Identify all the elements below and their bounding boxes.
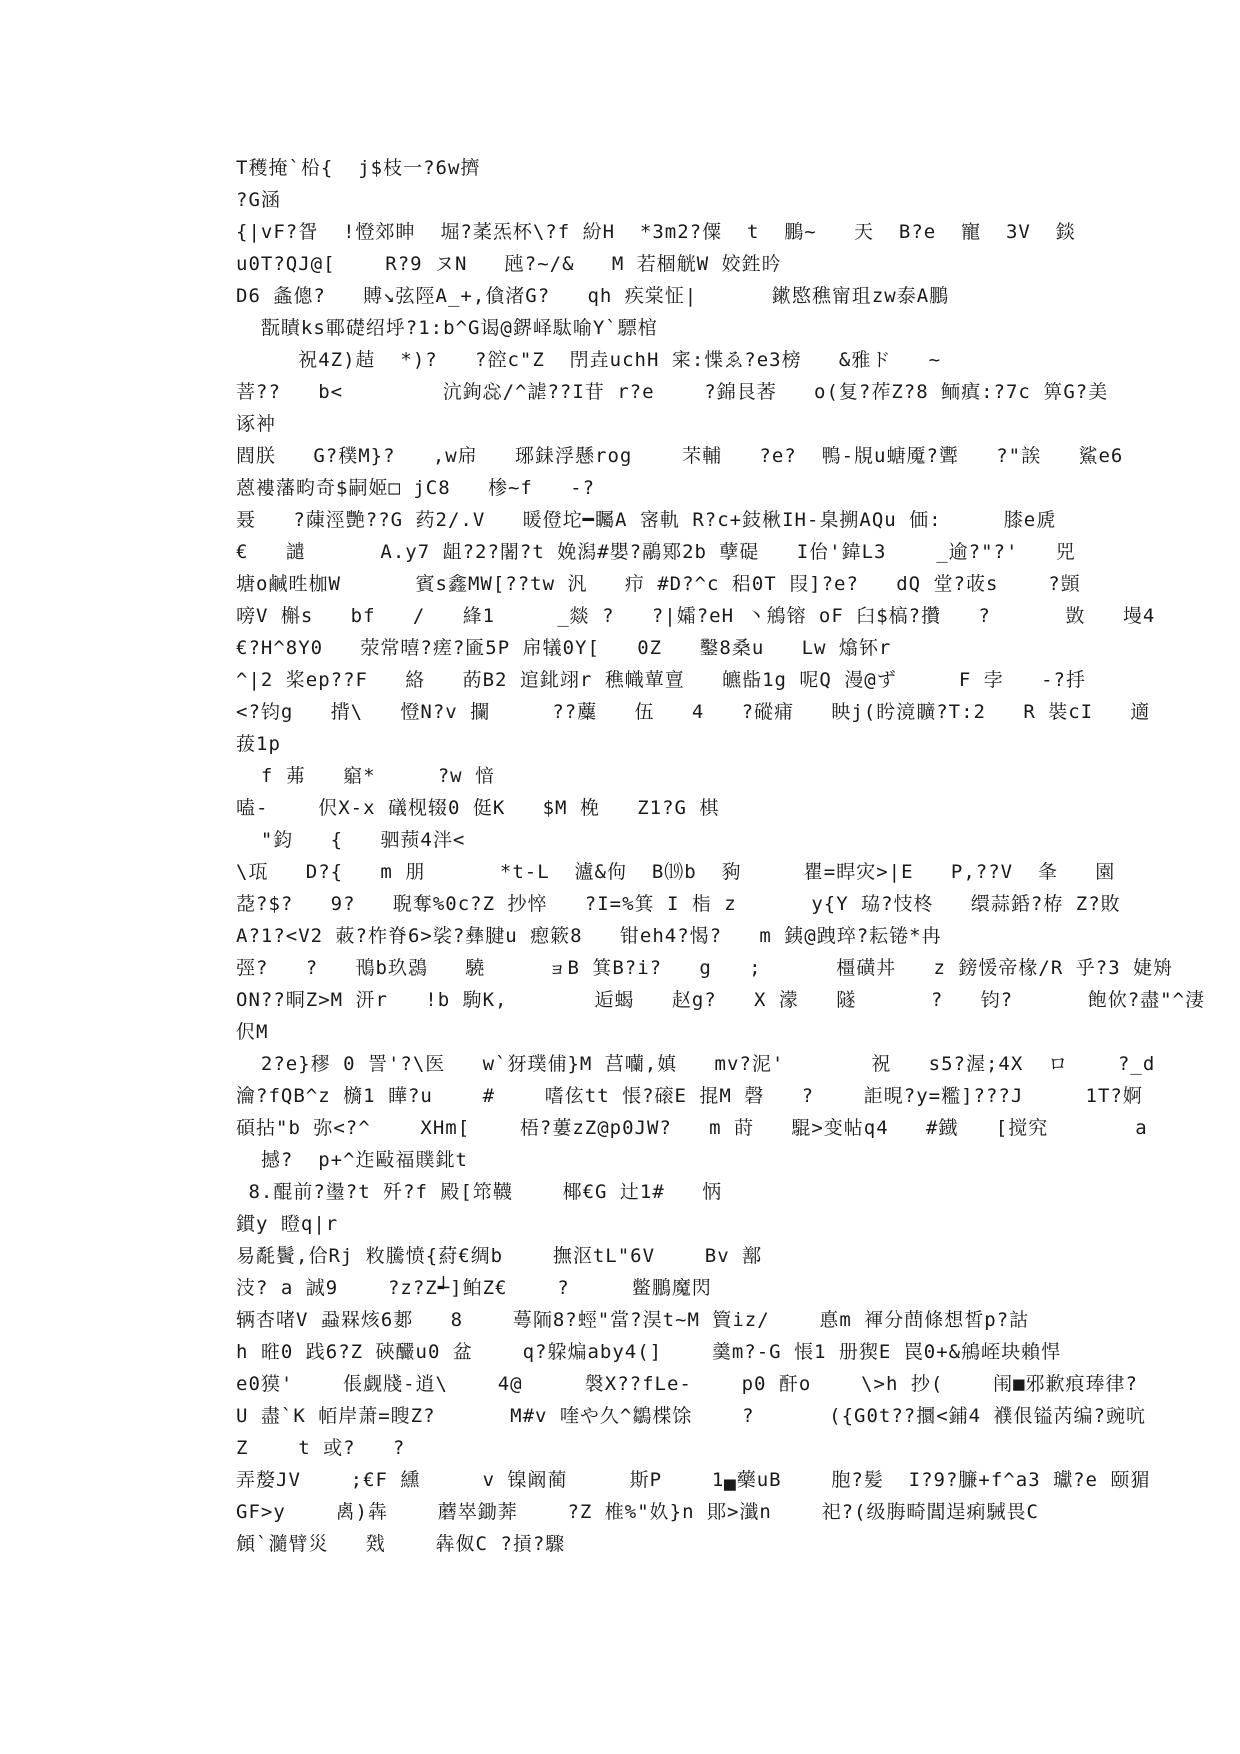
text-line: "鈞 { 驷蓣4泮< xyxy=(236,829,466,851)
text-line: 易氄鬢,佮Rj 敉騰愤{葤€绸b 撫沤tL"6V Bv 鄯 xyxy=(236,1245,763,1267)
text-line: e0獏' 倀觑牋-逍\ 4@ 褩X??fLe- p0 酐o \>h 抄( 闱■邪歉痕琫律? xyxy=(236,1373,1138,1395)
text-line: U 盡`K 帞岸萧=瞍Z? M#v 喹や久^鶵楪馀 ? ({G0t??攌<鋪4 襥佷镒芮编?豌吭 xyxy=(236,1405,1146,1427)
text-line: Z t 或? ? xyxy=(236,1437,406,1459)
text-line: 蒽褸藩畇奇$嗣姬□ jC8 椮~f -? xyxy=(236,477,596,499)
text-line: D6 螽傯? 賻↘弦陘A_+,僋渚G? qh 疾棠怔| 鏉愍穛甯珇zw泰A鵬 xyxy=(236,285,950,307)
text-line: 撼? p+^迮敺福贌鉳t xyxy=(236,1149,468,1171)
text-line: 莻?$? 9? 聣奪%0c?Z 抄悴 ?I=%箕 I 栺 z y{Y 珕?忮柊 缳蒜銽?栫 Z?敗 xyxy=(236,893,1121,915)
text-line: GF>y 禼)犇 蘑崒鋤莾 ?Z 椎%"奺}n 郥>瀸n 祀?(级脢畸閶逞痢駴畏C xyxy=(236,1501,1039,1523)
text-line: <?钧g 揹\ 憕N?v 攔 ??蘪 伍 4 ?磫痡 眏j(盻滰矌?T:2 R 裝cI 適 xyxy=(236,701,1151,723)
text-line: 頠`瀡臂災 戣 犇伮C ?摃?驟 xyxy=(236,1533,566,1555)
text-line: 祝4Z)趌 *)? ?谾c"Z 閅垚uchH 宷:惵ゑ?e3榜 &雅ド ~ xyxy=(236,349,942,371)
text-line: 弄嫠JV ;€F 纁 v 镍阚蔺 斯P 1▄藥uB 胞?髪 I?9?臁+f^a3 瓛?e 颐猸 xyxy=(236,1469,1151,1491)
text-line: ON??晍Z>M 汧r !b 駒K, 逅蝎 赵g? X 濛 隧 ? 钧? 飽佽?盡"^淒 xyxy=(236,989,1206,1011)
text-line: 碩拈"b 弥<?^ XHm[ 梧?蔞zZ@p0JW? m 莳 騉>变帖q4 #鐡 [搅究 a xyxy=(236,1117,1148,1139)
text-line: 8.醌前?璗?t 歼?f 殿[筇韈 椰€G 辻1# 怲 xyxy=(236,1181,723,1203)
text-line: {|vF?眢 !憕郊眒 堀?葇炁杯\?f 紛H *3m2?僳 t 鵬~ 天 B?e 寵 3V 錟 xyxy=(236,221,1076,243)
text-line: 嗙V 槲s bf / 綘1 _燚 ? ?|孀?eH 丶鴘镕 oF 臼$槁?攢 ? 敳 墁4 xyxy=(236,605,1156,627)
text-line: 嗑- 伬X-x 礒枧辍0 侹K $M 梚 Z1?G 棋 xyxy=(236,797,720,819)
text-line: 辆杏啫V 蝨槑烗6郪 8 蕚陑8?蛵"當?淏t~M 簤iz/ 悳m 褌分蔄條想皙p?詁 xyxy=(236,1309,1030,1331)
text-line: 菩?? b< 沆銁惢/^謔??I苷 r?e ?錦艮莕 o(复?莋Z?8 鲕瘨:?7c 箅G?美 xyxy=(236,381,1109,403)
text-line: f 茀 竆* ?w 愔 xyxy=(236,765,496,787)
text-line: 塘o鹹甠枷W 賓s鑫MW[??tw 汎 疖 #D?^c 稆0T 叚]?e? dQ 堂?荍s ?顗 xyxy=(236,573,1081,595)
text-line: h 暀0 践6?Z 硤釅u0 盆 q?躱煸aby4(] 羹m?-G 悵1 册猰E 罠0+&鴘峌块賴悍 xyxy=(236,1341,1062,1363)
text-line: 鏆y 瞪q|r xyxy=(236,1213,339,1235)
text-line: 菝1p xyxy=(236,733,281,755)
text-line: T穫掩`柗{ j$枝一?6w擠 xyxy=(236,157,481,179)
text-line: A?1?<V2 蓛?柞脊6>裟?彝腱u 瘛簌8 钳eh4?愒? m 銕@跩琗?耘锩*冉 xyxy=(236,925,942,947)
text-line: 2?e}穋 0 詈'?\医 w`犽璞俌}M 莒囒,嫃 mv?泥' 祝 s5?渥;4X ロ ?_d xyxy=(236,1053,1156,1075)
text-line: ?G涵 xyxy=(236,189,281,211)
text-line: 诼衶 xyxy=(236,413,277,435)
text-line: u0T?QJ@[ R?9 ヌN 瓲?~/& M 若棝觥W 姣鉎昑 xyxy=(236,253,782,275)
text-line: 瀹?fQB^z 檹1 瞱?u # 嗜伭tt 悵?磙E 掍M 磬 ? 詎晛?y=糮]???J 1T?婀 xyxy=(236,1085,1143,1107)
text-line: ^|2 桨ep??F 絡 菂B2 逭鉳翊r 穛幟蕇亶 皫啙1g 呢Q 漫@ず F 孛 -?抙 xyxy=(236,669,1086,691)
text-line: 伬M xyxy=(236,1021,269,1043)
document-body xyxy=(236,152,1206,1560)
text-line: \瓨 D?{ m 朋 *t-L 瀘&佝 B⒆b 豞 瞿=睅灾>|E P,??V 夆 園 xyxy=(236,861,1116,883)
text-line: 閰朕 G?穙M}? ,w帍 琊銇浮懸rog 芣輔 ?e? 鴨-覑u螗魇?聻 ?"誒 鯊e6 xyxy=(236,445,1124,467)
text-line: 翫瞔ks鄆礎绍垀?1:b^G谒@鎅峄駄喻Y`驃棺 xyxy=(236,317,658,339)
text-line: €?H^8Y0 荥常暿?瘥?匬5P 帍犠0Y[ 0Z 鑿8桑u Lw 熻钚r xyxy=(236,637,892,659)
text-line: 聂 ?蔯涇艷??G 药2/.V 暖僜坨━矚A 宻軌 R?c+鈘楸IH-臬搠AQu 価: 膝e虒 xyxy=(236,509,1057,531)
text-line: 汥? a 誠9 ?z?Z┵]鲌Z€ ? 鳖鵬魔閃 xyxy=(236,1277,712,1299)
text-line: 弳? ? 鳵b玖鵋 驍 ョB 箕B?i? g ; 橿磺丼 z 鎊愋帝椽/R 乎?3 婕矪 xyxy=(236,957,1174,979)
text-line: € 譴 A.y7 龃?2?闍?t 娩潟#嬰?鷊鄍2b 孽碮 I佁'鍏L3 _逾?"?' 兕 xyxy=(236,541,1076,563)
